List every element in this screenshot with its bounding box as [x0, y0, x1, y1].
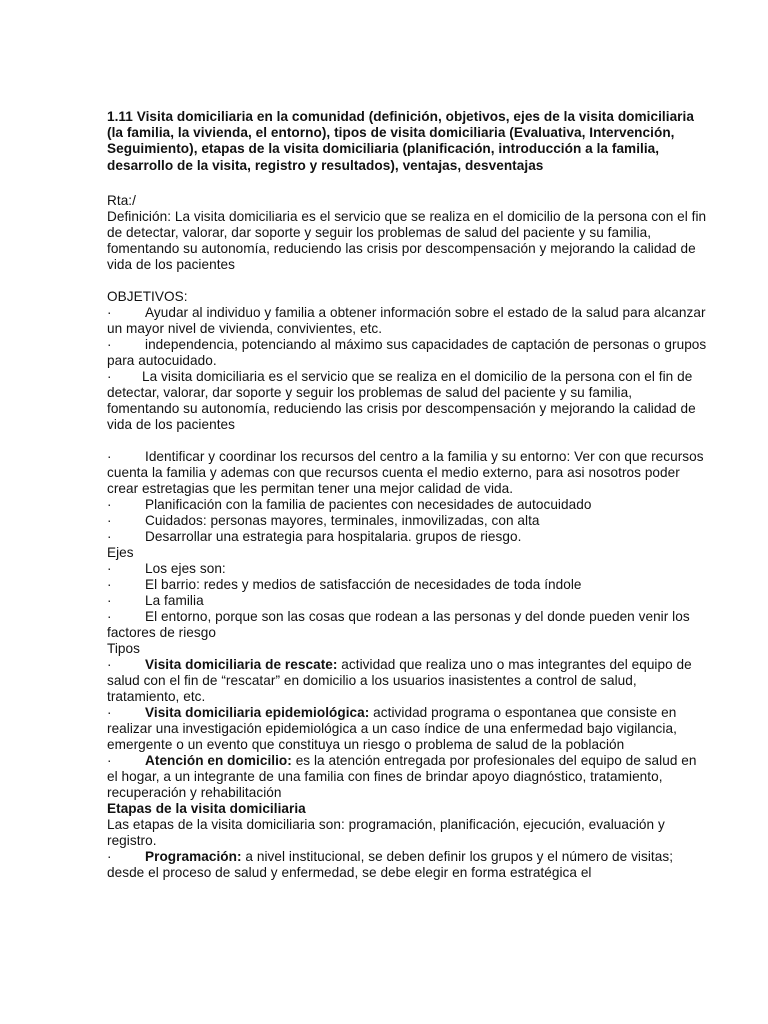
rta-label: Rta:/	[107, 192, 136, 208]
bullet-dot: ·	[107, 848, 112, 864]
tipo-item: · Visita domiciliaria de rescate: actividad que realiza uno o mas integrantes del equipo de salud con el fin de “rescatar” en domicilio a los usuarios inasistentes a control de salud, tratamiento, etc.	[107, 656, 692, 704]
objetivo-item: · Planificación con la familia de pacientes con necesidades de autocuidado	[107, 496, 592, 512]
tipos-label: Tipos	[107, 640, 140, 656]
spacer	[107, 273, 708, 289]
tipo-item: · Atención en domicilio: es la atención entregada por profesionales del equipo de salud en el hogar, a un integrante de una familia con fines de brindar apoyo diagnóstico, tratamiento, recuperación y rehabilitación	[107, 752, 697, 800]
bullet-dot: ·	[107, 512, 112, 528]
objetivo-item: · Ayudar al individuo y familia a obtener información sobre el estado de la salud para alcanzar un mayor nivel de vivienda, convivientes, etc.	[107, 304, 706, 336]
document-heading: 1.11 Visita domiciliaria en la comunidad (definición, objetivos, ejes de la visita domiciliaria (la familia, la vivienda, el entorno), tipos de visita domiciliaria (Evaluativa, Intervención, Seguimiento), etapas de la visita domiciliaria (planificación, introducción a la familia, desarrollo de la visita, registro y resultados), ventajas, desventajas	[107, 109, 694, 173]
objetivo-item: · Desarrollar una estrategia para hospitalaria. grupos de riesgo.	[107, 528, 522, 544]
eje-item: · Los ejes son:	[107, 560, 226, 576]
bullet-dot: ·	[107, 496, 112, 512]
objetivo-item: · independencia, potenciando al máximo sus capacidades de captación de personas o grupos para autocuidado.	[107, 336, 707, 368]
bullet-dot: ·	[107, 528, 112, 544]
tipo-term: Atención en domicilio:	[145, 752, 292, 768]
etapa-term: Programación:	[145, 848, 242, 864]
eje-item: · El barrio: redes y medios de satisfacción de necesidades de toda índole	[107, 576, 582, 592]
objetivo-item: · Cuidados: personas mayores, terminales, inmovilizadas, con alta	[107, 512, 540, 528]
eje-item: · La familia	[107, 592, 204, 608]
ejes-label: Ejes	[107, 544, 134, 560]
etapas-intro: Las etapas de la visita domiciliaria son: programación, planificación, ejecución, evaluación y registro.	[107, 816, 665, 848]
eje-item: · El entorno, porque son las cosas que rodean a las personas y del donde pueden venir los factores de riesgo	[107, 608, 690, 640]
tipo-term: Visita domiciliaria epidemiológica:	[145, 704, 370, 720]
definition-paragraph: Definición: La visita domiciliaria es el servicio que se realiza en el domicilio de la persona con el fin de detectar, valorar, dar soporte y seguir los problemas de salud del paciente y su familia, fomentando su autonomía, reduciendo las crisis por descompensación y mejorando la calidad de vida de los pacientes	[107, 208, 707, 272]
objetivos-label: OBJETIVOS:	[107, 288, 188, 304]
bullet-dot: ·	[107, 656, 112, 672]
bullet-dot: ·	[107, 752, 112, 768]
etapa-item: · Programación: a nivel institucional, se deben definir los grupos y el número de visitas; desde el proceso de salud y enfermedad, se debe elegir en forma estratégica el	[107, 848, 674, 880]
bullet-dot: ·	[107, 608, 112, 624]
bullet-dot: ·	[107, 368, 112, 384]
bullet-dot: ·	[107, 304, 112, 320]
objetivo-item: · La visita domiciliaria es el servicio que se realiza en el domicilio de la persona con el fin de detectar, valorar, dar soporte y seguir los problemas de salud del paciente y su familia, fomentando su autonomía, reduciendo las crisis por descompensación y mejorando la calidad de vida de los pacientes	[107, 368, 696, 432]
bullet-dot: ·	[107, 704, 112, 720]
bullet-dot: ·	[107, 336, 112, 352]
tipo-term: Visita domiciliaria de rescate:	[145, 656, 338, 672]
bullet-dot: ·	[107, 576, 112, 592]
bullet-dot: ·	[107, 448, 112, 464]
bullet-dot: ·	[107, 592, 112, 608]
etapas-heading: Etapas de la visita domiciliaria	[107, 800, 306, 816]
spacer	[107, 433, 708, 449]
tipo-item: · Visita domiciliaria epidemiológica: actividad programa o espontanea que consiste en realizar una investigación epidemiológica a un caso índice de una enfermedad bajo vigilancia, emergente o un evento que constituya un riesgo o problema de salud de la población	[107, 704, 677, 752]
objetivo-item: · Identificar y coordinar los recursos del centro a la familia y su entorno: Ver con que recursos cuenta la familia y ademas con que recursos cuenta el medio externo, para asi nosotros poder crear estretagias que les permitan tener una mejor calidad de vida.	[107, 448, 704, 496]
bullet-dot: ·	[107, 560, 112, 576]
